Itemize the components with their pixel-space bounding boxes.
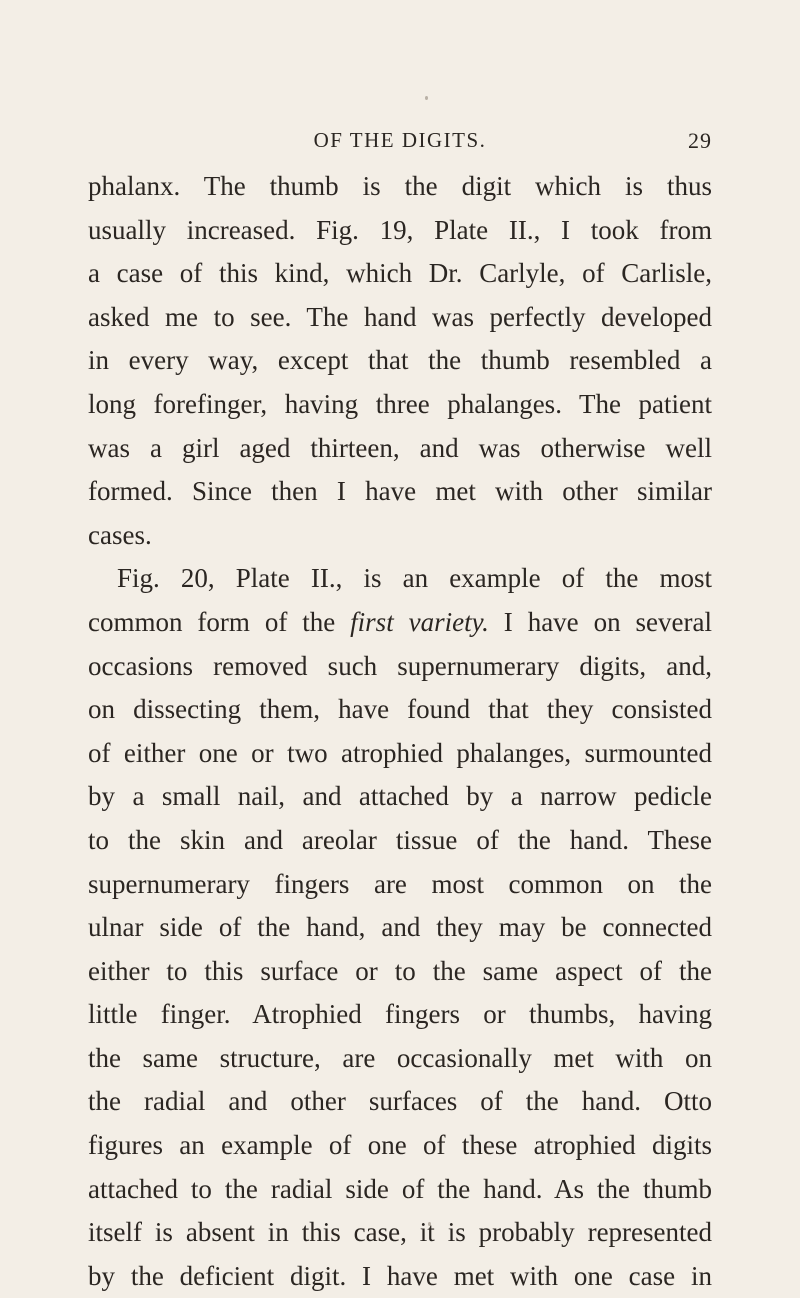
- text-line: by the deficient digit. I have met with one case in: [88, 1260, 712, 1291]
- text-line: phalanx. The thumb is the digit which is thus: [88, 171, 712, 201]
- running-title: OF THE DIGITS.: [313, 128, 487, 152]
- text-line: Fig. 20, Plate II., is an example of the most: [117, 563, 712, 594]
- text-line: to the skin and areolar tissue of the hand. These: [88, 824, 712, 855]
- paper-speck: [425, 96, 428, 100]
- text-line: on dissecting them, have found that they consisted: [88, 694, 712, 725]
- text-run: common form of the: [88, 606, 351, 637]
- text-line: attached to the radial side of the hand. As the thumb: [88, 1173, 712, 1204]
- text-line: figures an example of one of these atrophied digits: [88, 1130, 712, 1161]
- paragraph: [88, 165, 712, 557]
- text-line: supernumerary fingers are most common on the: [88, 868, 712, 899]
- text-line: [88, 601, 712, 645]
- running-head: [0, 128, 800, 158]
- text-line: the same structure, are occasionally met with on: [88, 1042, 712, 1073]
- text-line: of either one or two atrophied phalanges, surmounted: [88, 737, 712, 768]
- text-line: either to this surface or to the same aspect of the: [88, 955, 712, 986]
- text-run: I have on several: [488, 606, 712, 637]
- text-line: occasions removed such supernumerary digits, and,: [88, 650, 712, 681]
- italic-term: first variety.: [350, 606, 489, 637]
- text-line: cases.: [88, 519, 152, 550]
- body-text: [88, 165, 712, 1298]
- text-line: was a girl aged thirteen, and was otherwise well: [88, 432, 712, 463]
- text-line: itself is absent in this case, it is probably represented: [88, 1217, 712, 1248]
- paragraph: [88, 557, 712, 1298]
- text-line: the radial and other surfaces of the hand. Otto: [88, 1086, 712, 1117]
- text-line: asked me to see. The hand was perfectly developed: [88, 301, 712, 332]
- text-line: usually increased. Fig. 19, Plate II., I took from: [88, 214, 712, 245]
- page-number: 29: [688, 128, 712, 153]
- text-line: ulnar side of the hand, and they may be connected: [88, 912, 712, 943]
- text-line: formed. Since then I have met with other similar: [88, 476, 712, 507]
- text-line: long forefinger, having three phalanges. The patient: [88, 388, 712, 419]
- text-line: in every way, except that the thumb resembled a: [88, 345, 712, 376]
- text-line: a case of this kind, which Dr. Carlyle, of Carlisle,: [88, 258, 712, 289]
- text-line: little finger. Atrophied fingers or thumbs, having: [88, 999, 712, 1030]
- text-line: by a small nail, and attached by a narrow pedicle: [88, 781, 712, 812]
